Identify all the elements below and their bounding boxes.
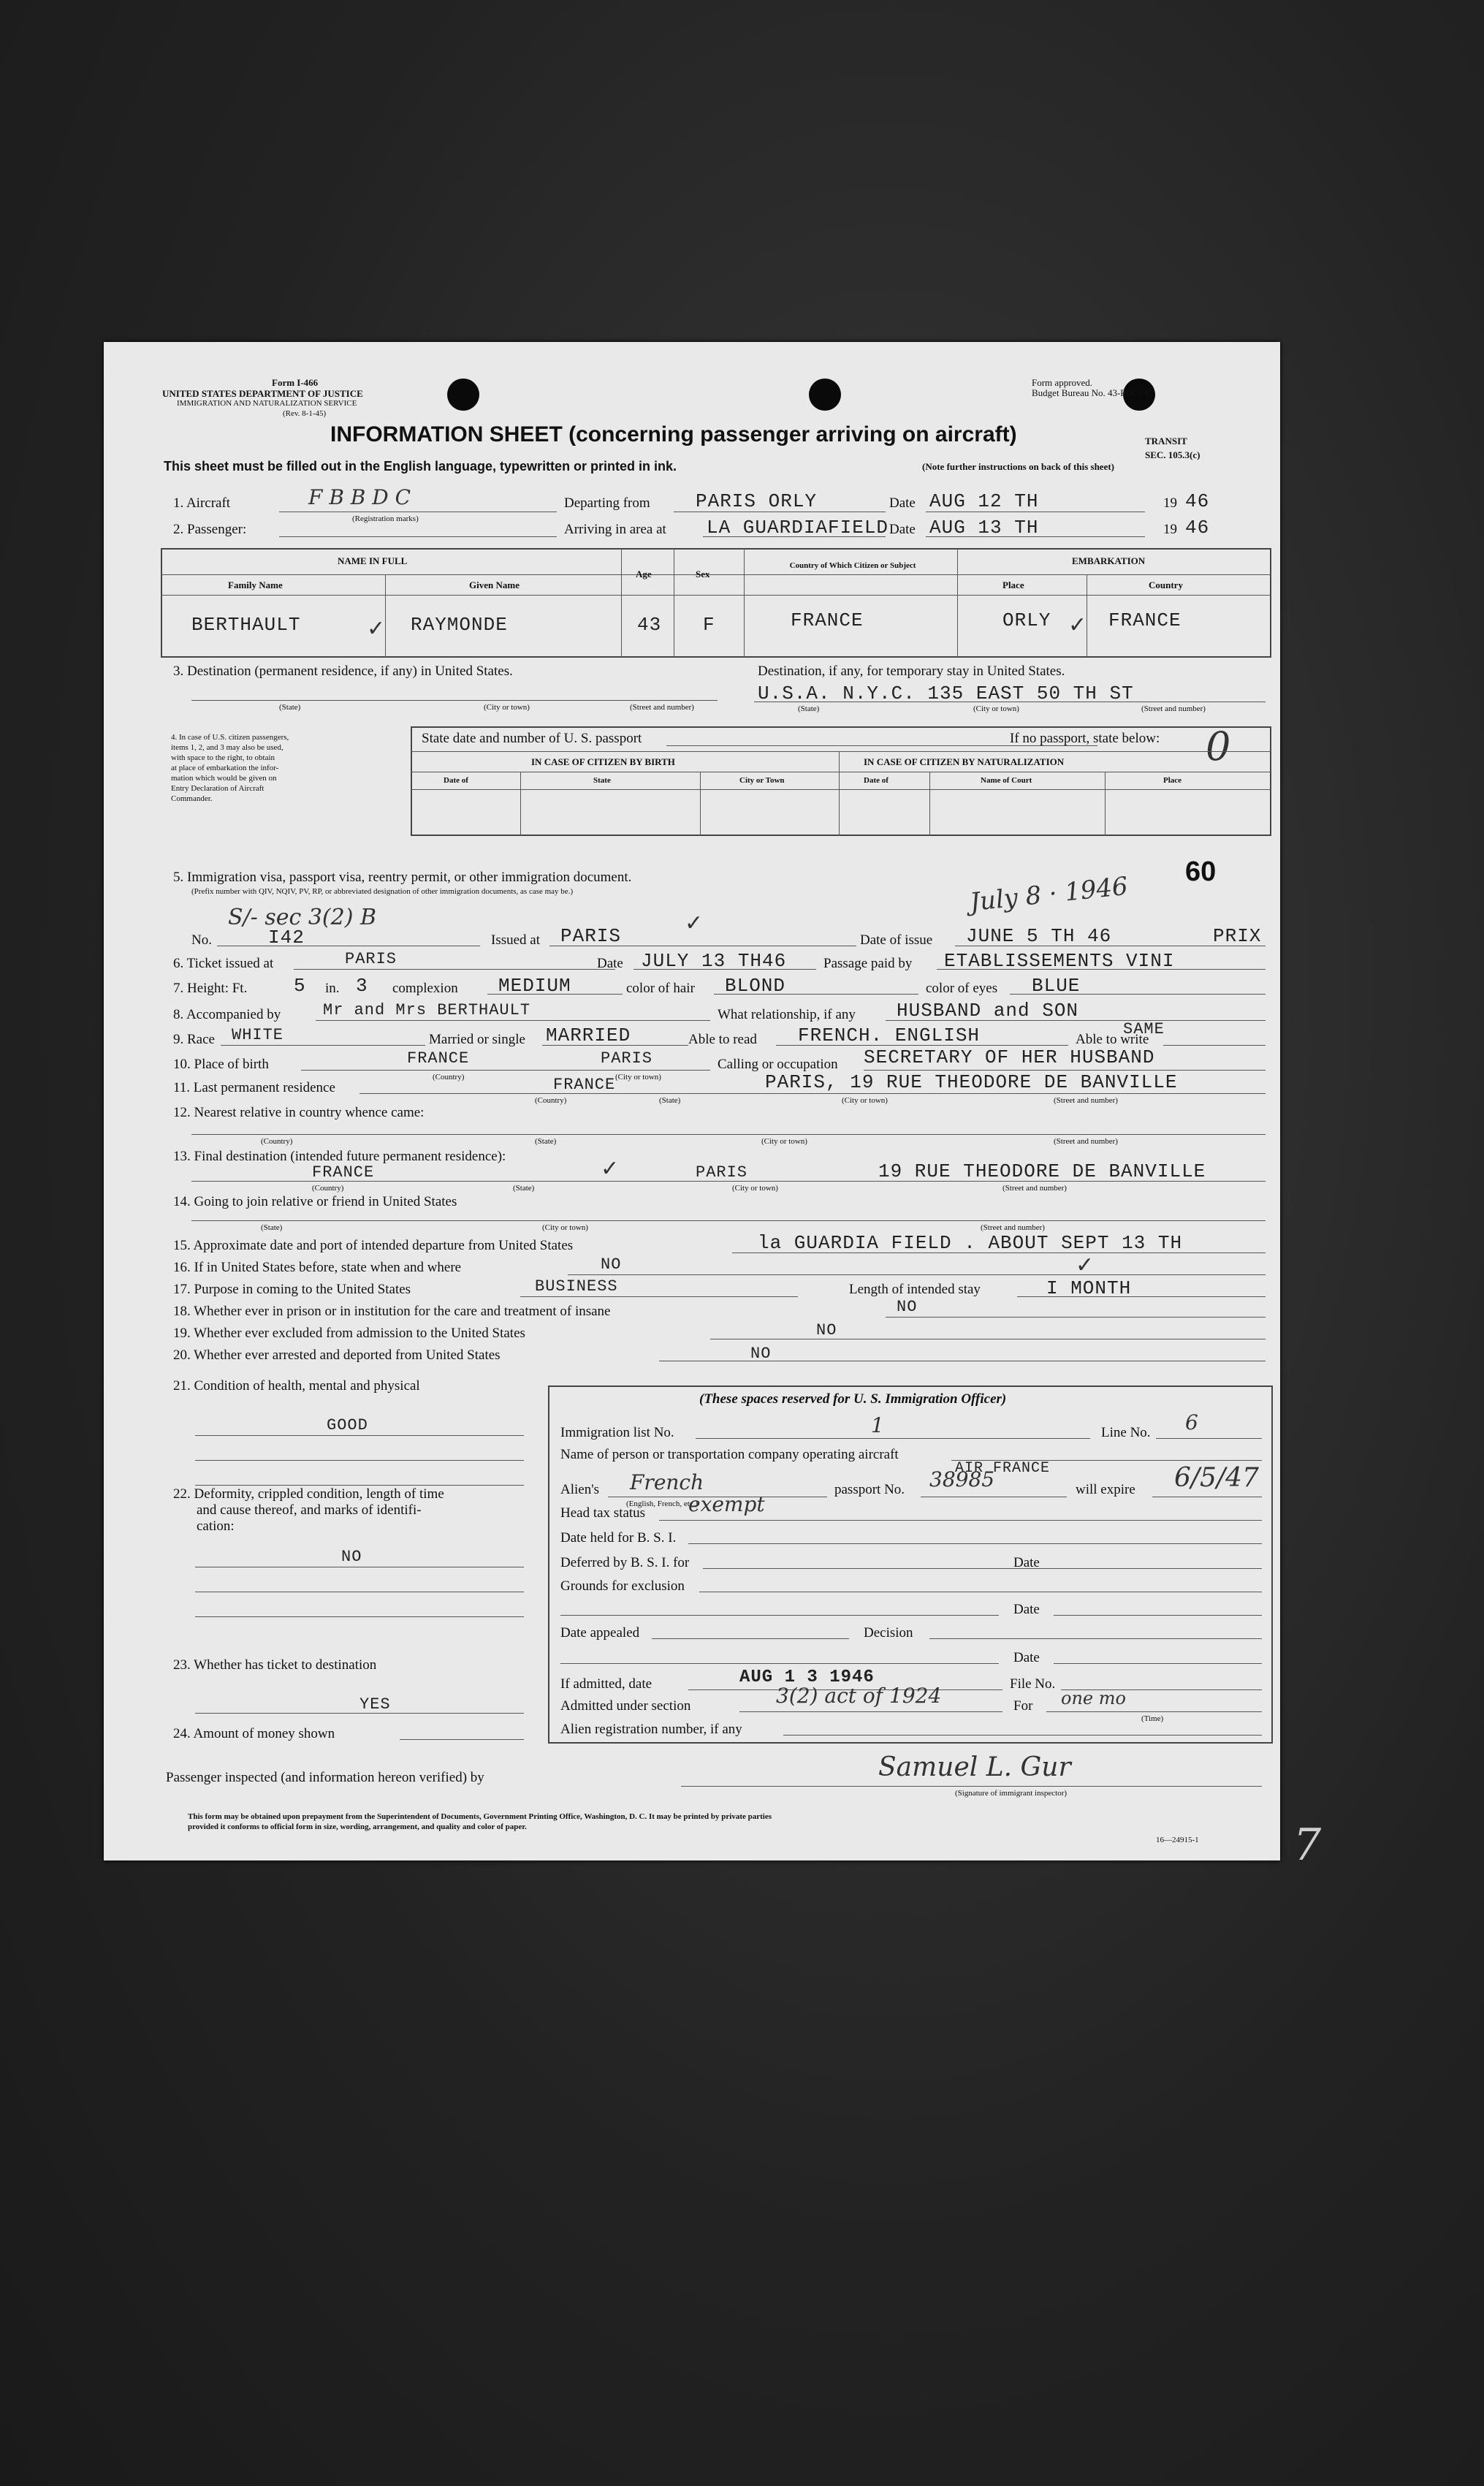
city-caption: (City or town) bbox=[615, 1073, 661, 1082]
excluded-value: NO bbox=[816, 1321, 837, 1339]
street-caption: (Street and number) bbox=[1141, 704, 1206, 713]
nearest-relative-label: 12. Nearest relative in country whence came: bbox=[173, 1105, 425, 1120]
date-of-issue-label: Date of issue bbox=[860, 932, 933, 948]
form-notice-line1: This form may be obtained upon prepayment from the Superintendent of Documents, Government Printing Office, Washington, D. C. It may be printed by private parties bbox=[188, 1812, 772, 1821]
arriving-label: Arriving in area at bbox=[564, 522, 666, 537]
city-header: City or Town bbox=[739, 776, 785, 785]
prison-value: NO bbox=[897, 1298, 918, 1316]
no-passport-label: If no passport, state below: bbox=[1010, 731, 1160, 746]
street-caption: (Street and number) bbox=[981, 1223, 1045, 1232]
departure-date: AUG 12 TH bbox=[929, 490, 1039, 512]
decision-date-label: Date bbox=[1013, 1650, 1040, 1665]
decision-label: Decision bbox=[864, 1625, 913, 1641]
registration-caption: (Registration marks) bbox=[352, 514, 419, 523]
officer-box-header: (These spaces reserved for U. S. Immigration Officer) bbox=[699, 1391, 1007, 1407]
issued-at-value: PARIS bbox=[560, 925, 622, 947]
passport-number-label: passport No. bbox=[834, 1482, 905, 1497]
grounds-date-label: Date bbox=[1013, 1602, 1040, 1617]
line-number-value: 6 bbox=[1185, 1410, 1198, 1434]
city-caption: (City or town) bbox=[973, 704, 1019, 713]
departing-value: PARIS ORLY bbox=[696, 490, 818, 512]
final-city-value: PARIS bbox=[696, 1163, 748, 1182]
street-caption: (Street and number) bbox=[630, 703, 694, 712]
state-caption: (State) bbox=[535, 1137, 557, 1146]
company-label: Name of person or transportation company operating aircraft bbox=[560, 1447, 899, 1462]
number-label: No. bbox=[191, 932, 212, 948]
transit-stamp: TRANSIT bbox=[1145, 436, 1187, 446]
form-number: Form I-466 bbox=[272, 377, 319, 388]
section-stamp: SEC. 105.3(c) bbox=[1145, 449, 1200, 460]
sex-header: Sex bbox=[696, 569, 710, 579]
date-label: Date bbox=[889, 495, 916, 511]
family-name-header: Family Name bbox=[228, 579, 283, 590]
purpose-value: BUSINESS bbox=[535, 1277, 618, 1296]
handwritten-visa-note: S/- sec 3(2) B bbox=[228, 905, 376, 930]
country-caption: (Country) bbox=[535, 1096, 567, 1105]
departure-year: 46 bbox=[1185, 490, 1210, 512]
arrival-year: 46 bbox=[1185, 517, 1210, 539]
check-mark: ✓ bbox=[601, 1156, 620, 1182]
final-destination-label: 13. Final destination (intended future permanent residence): bbox=[173, 1149, 506, 1164]
race-label: 9. Race bbox=[173, 1032, 215, 1047]
write-label: Able to write bbox=[1076, 1032, 1149, 1047]
city-caption: (City or town) bbox=[842, 1096, 888, 1105]
place-header: Place bbox=[1163, 776, 1182, 785]
embarkation-country-value: FRANCE bbox=[1108, 609, 1182, 631]
state-caption: (State) bbox=[798, 704, 820, 713]
punch-hole-left bbox=[447, 379, 479, 411]
final-country-value: FRANCE bbox=[312, 1163, 375, 1182]
state-caption: (State) bbox=[279, 703, 301, 712]
health-label: 21. Condition of health, mental and physical bbox=[173, 1378, 420, 1394]
country-caption: (Country) bbox=[261, 1137, 293, 1146]
nationality-value: French bbox=[630, 1470, 704, 1494]
admitted-date-label: If admitted, date bbox=[560, 1676, 652, 1692]
married-value: MARRIED bbox=[546, 1025, 631, 1046]
birth-place-label: 10. Place of birth bbox=[173, 1057, 269, 1072]
family-name-value: BERTHAULT bbox=[191, 614, 301, 636]
state-caption: (State) bbox=[513, 1184, 535, 1193]
money-label: 24. Amount of money shown bbox=[173, 1726, 335, 1741]
for-value: one mo bbox=[1061, 1688, 1126, 1708]
calling-value: SECRETARY OF HER HUSBAND bbox=[864, 1046, 1155, 1068]
inches-label: in. bbox=[325, 981, 340, 996]
embarkation-place-header: Place bbox=[1002, 579, 1024, 590]
age-header: Age bbox=[636, 569, 652, 579]
embarkation-place-value: ORLY bbox=[1002, 609, 1051, 631]
citizen-instructions: 4. In case of U.S. citizen passengers, items 1, 2, and 3 may also be used, with space to the right, to obtain at place of embarkation the infor- mation which would be given on Entry Declaration of Aircraft Commander. bbox=[171, 733, 289, 803]
accompanied-value: Mr and Mrs BERTHAULT bbox=[323, 1001, 531, 1019]
admitted-section-value: 3(2) act of 1924 bbox=[776, 1684, 942, 1708]
state-caption: (State) bbox=[659, 1096, 681, 1105]
check-mark: ✓ bbox=[1076, 1252, 1095, 1278]
department-line: UNITED STATES DEPARTMENT OF JUSTICE bbox=[162, 388, 363, 399]
prison-label: 18. Whether ever in prison or in institution for the care and treatment of insane bbox=[173, 1304, 611, 1319]
expire-value: 6/5/47 bbox=[1174, 1463, 1259, 1493]
country-caption: (Country) bbox=[433, 1073, 465, 1082]
hair-label: color of hair bbox=[626, 981, 695, 996]
line-number-label: Line No. bbox=[1101, 1425, 1151, 1440]
city-caption: (City or town) bbox=[542, 1223, 588, 1232]
immigration-list-label: Immigration list No. bbox=[560, 1425, 674, 1440]
relationship-label: What relationship, if any bbox=[718, 1007, 856, 1022]
date-label-2: Date bbox=[889, 522, 916, 537]
temporary-destination-label: Destination, if any, for temporary stay in United States. bbox=[758, 664, 1065, 679]
page-number-mark: 60 bbox=[1185, 856, 1217, 887]
admitted-section-label: Admitted under section bbox=[560, 1698, 691, 1714]
last-residence-label: 11. Last permanent residence bbox=[173, 1080, 335, 1095]
stay-label: Length of intended stay bbox=[849, 1282, 981, 1297]
departure-value: la GUARDIA FIELD . ABOUT SEPT 13 TH bbox=[758, 1232, 1183, 1254]
has-ticket-label: 23. Whether has ticket to destination bbox=[173, 1657, 377, 1673]
final-street-value: 19 RUE THEODORE DE BANVILLE bbox=[878, 1160, 1206, 1182]
given-name-header: Given Name bbox=[469, 579, 520, 590]
year-prefix: 19 bbox=[1163, 495, 1177, 511]
purpose-label: 17. Purpose in coming to the United States bbox=[173, 1282, 411, 1297]
city-caption: (City or town) bbox=[761, 1137, 807, 1146]
height-ft-value: 5 bbox=[294, 975, 306, 997]
inspector-signature: Samuel L. Gur bbox=[878, 1752, 1071, 1782]
married-label: Married or single bbox=[429, 1032, 525, 1047]
company-value: AIR FRANCE bbox=[955, 1460, 1051, 1477]
eyes-label: color of eyes bbox=[926, 981, 998, 996]
check-mark: ✓ bbox=[1068, 612, 1087, 638]
note-text: (Note further instructions on back of this sheet) bbox=[922, 461, 1114, 472]
complexion-label: complexion bbox=[392, 981, 458, 996]
immigration-document-label: 5. Immigration visa, passport visa, reentry permit, or other immigration document. bbox=[173, 870, 632, 885]
file-number-label: File No. bbox=[1010, 1676, 1056, 1692]
deferred-date-label: Date bbox=[1013, 1555, 1040, 1570]
no-passport-mark: 0 bbox=[1206, 723, 1231, 769]
admitted-date-value: AUG 1 3 1946 bbox=[739, 1668, 875, 1687]
departing-label: Departing from bbox=[564, 495, 650, 511]
previous-visit-value: NO bbox=[601, 1255, 622, 1274]
hair-value: BLOND bbox=[725, 975, 786, 997]
complexion-value: MEDIUM bbox=[498, 975, 571, 997]
excluded-label: 19. Whether ever excluded from admission to the United States bbox=[173, 1326, 525, 1341]
accompanied-label: 8. Accompanied by bbox=[173, 1007, 281, 1022]
punch-hole-center bbox=[809, 379, 841, 411]
height-label: 7. Height: Ft. bbox=[173, 981, 248, 996]
last-residence-country: FRANCE bbox=[553, 1076, 616, 1094]
passenger-label: 2. Passenger: bbox=[173, 522, 247, 537]
time-caption: (Time) bbox=[1141, 1714, 1164, 1723]
deferred-label: Deferred by B. S. I. for bbox=[560, 1555, 690, 1570]
ticket-date-label: Date bbox=[597, 956, 623, 971]
read-value: FRENCH. ENGLISH bbox=[798, 1025, 981, 1046]
form-notice-line2: provided it conforms to official form in size, wording, arrangement, and quality and color of paper. bbox=[188, 1822, 527, 1831]
deformity-label: 22. Deformity, crippled condition, length of time and cause thereof, and marks of identifi- cation: bbox=[173, 1486, 444, 1534]
instruction-text: This sheet must be filled out in the English language, typewritten or printed in ink. bbox=[164, 459, 677, 474]
ticket-issued-value: PARIS bbox=[345, 950, 397, 968]
signature-caption: (Signature of immigrant inspector) bbox=[955, 1789, 1068, 1798]
street-caption: (Street and number) bbox=[1054, 1096, 1118, 1105]
immigration-document-sub: (Prefix number with QIV, NQIV, PV, RP, or abbreviated designation of other immigration documents, as case may be.) bbox=[191, 887, 574, 896]
health-value: GOOD bbox=[327, 1416, 368, 1434]
birth-city-value: PARIS bbox=[601, 1049, 653, 1068]
handwritten-date: July 8 · 1946 bbox=[968, 871, 1130, 918]
paid-by-value: ETABLISSEMENTS VINI bbox=[944, 950, 1175, 972]
naturalization-header: IN CASE OF CITIZEN BY NATURALIZATION bbox=[864, 756, 1065, 767]
alien-registration-label: Alien registration number, if any bbox=[560, 1722, 742, 1737]
street-caption: (Street and number) bbox=[1054, 1137, 1118, 1146]
budget-bureau: Budget Bureau No. 43-R063-42. bbox=[1032, 387, 1157, 398]
ticket-date-value: JULY 13 TH46 bbox=[641, 950, 787, 972]
passport-number-value: 38985 bbox=[929, 1467, 995, 1491]
head-tax-value: exempt bbox=[688, 1492, 765, 1516]
issued-at-label: Issued at bbox=[491, 932, 541, 948]
state-caption: (State) bbox=[261, 1223, 283, 1232]
deported-label: 20. Whether ever arrested and deported from United States bbox=[173, 1347, 501, 1363]
height-in-value: 3 bbox=[356, 975, 368, 997]
street-caption: (Street and number) bbox=[1002, 1184, 1067, 1193]
temporary-destination-value: U.S.A. N.Y.C. 135 EAST 50 TH ST bbox=[758, 683, 1134, 704]
alien-label: Alien's bbox=[560, 1482, 600, 1497]
ticket-label: 6. Ticket issued at bbox=[173, 956, 274, 971]
aircraft-label: 1. Aircraft bbox=[173, 495, 231, 511]
immigration-list-value: 1 bbox=[871, 1413, 884, 1437]
check-mark: ✓ bbox=[685, 911, 704, 936]
previous-visit-label: 16. If in United States before, state when and where bbox=[173, 1260, 462, 1275]
arrival-date: AUG 13 TH bbox=[929, 517, 1039, 539]
join-relative-label: 14. Going to join relative or friend in United States bbox=[173, 1194, 457, 1209]
head-tax-label: Head tax status bbox=[560, 1505, 646, 1521]
citizen-value: FRANCE bbox=[791, 609, 864, 631]
state-header: State bbox=[593, 776, 611, 785]
document-number: I42 bbox=[268, 927, 305, 949]
destination-label: 3. Destination (permanent residence, if any) in United States. bbox=[173, 664, 513, 679]
departure-label: 15. Approximate date and port of intended departure from United States bbox=[173, 1238, 574, 1253]
inspected-by-label: Passenger inspected (and information hereon verified) by bbox=[166, 1770, 484, 1785]
prix-value: PRIX bbox=[1213, 925, 1262, 947]
city-caption: (City or town) bbox=[484, 703, 530, 712]
birth-country-value: FRANCE bbox=[407, 1049, 470, 1068]
information-sheet-form bbox=[104, 342, 1280, 1860]
birth-header: IN CASE OF CITIZEN BY BIRTH bbox=[531, 756, 675, 767]
country-caption: (Country) bbox=[312, 1184, 344, 1193]
check-mark: ✓ bbox=[367, 616, 386, 642]
revision-date: (Rev. 8-1-45) bbox=[283, 409, 327, 418]
citizen-header: Country of Which Citizen or Subject bbox=[789, 561, 916, 570]
paid-by-label: Passage paid by bbox=[823, 956, 913, 971]
deformity-value: NO bbox=[341, 1548, 362, 1566]
margin-mark: 7 bbox=[1293, 1820, 1322, 1871]
deported-value: NO bbox=[750, 1345, 772, 1363]
court-header: Name of Court bbox=[981, 776, 1032, 785]
expire-label: will expire bbox=[1076, 1482, 1135, 1497]
has-ticket-value: YES bbox=[359, 1695, 391, 1714]
sex-value: F bbox=[703, 614, 715, 636]
city-caption: (City or town) bbox=[732, 1184, 778, 1193]
embarkation-header: EMBARKATION bbox=[1072, 555, 1146, 566]
read-label: Able to read bbox=[688, 1032, 757, 1047]
year-prefix-2: 19 bbox=[1163, 522, 1177, 537]
date-of-header: Date of bbox=[444, 776, 468, 785]
service-line: IMMIGRATION AND NATURALIZATION SERVICE bbox=[177, 399, 357, 408]
aircraft-registration: F B B D C bbox=[308, 485, 411, 509]
stay-value: I MONTH bbox=[1046, 1277, 1132, 1299]
for-label: For bbox=[1013, 1698, 1033, 1714]
calling-label: Calling or occupation bbox=[718, 1057, 838, 1072]
write-value: SAME bbox=[1123, 1020, 1165, 1038]
bsi-held-label: Date held for B. S. I. bbox=[560, 1530, 677, 1546]
last-residence-address: PARIS, 19 RUE THEODORE DE BANVILLE bbox=[765, 1071, 1178, 1093]
age-value: 43 bbox=[637, 614, 662, 636]
appealed-label: Date appealed bbox=[560, 1625, 640, 1641]
given-name-value: RAYMONDE bbox=[411, 614, 508, 636]
print-code: 16—24915-1 bbox=[1156, 1836, 1199, 1844]
arriving-value: LA GUARDIAFIELD bbox=[707, 517, 889, 539]
race-value: WHITE bbox=[232, 1026, 284, 1044]
us-passport-label: State date and number of U. S. passport bbox=[422, 731, 642, 746]
nationality-caption: (English, French, etc.) bbox=[626, 1499, 699, 1508]
name-in-full-header: NAME IN FULL bbox=[338, 555, 408, 566]
eyes-value: BLUE bbox=[1032, 975, 1081, 997]
relationship-value: HUSBAND and SON bbox=[897, 1000, 1079, 1022]
embarkation-country-header: Country bbox=[1149, 579, 1183, 590]
page-title: INFORMATION SHEET (concerning passenger arriving on aircraft) bbox=[330, 422, 1017, 446]
date-of-issue-value: JUNE 5 TH 46 bbox=[966, 925, 1112, 947]
grounds-label: Grounds for exclusion bbox=[560, 1578, 685, 1594]
form-approved: Form approved. bbox=[1032, 377, 1093, 388]
date-of-header-2: Date of bbox=[864, 776, 889, 785]
